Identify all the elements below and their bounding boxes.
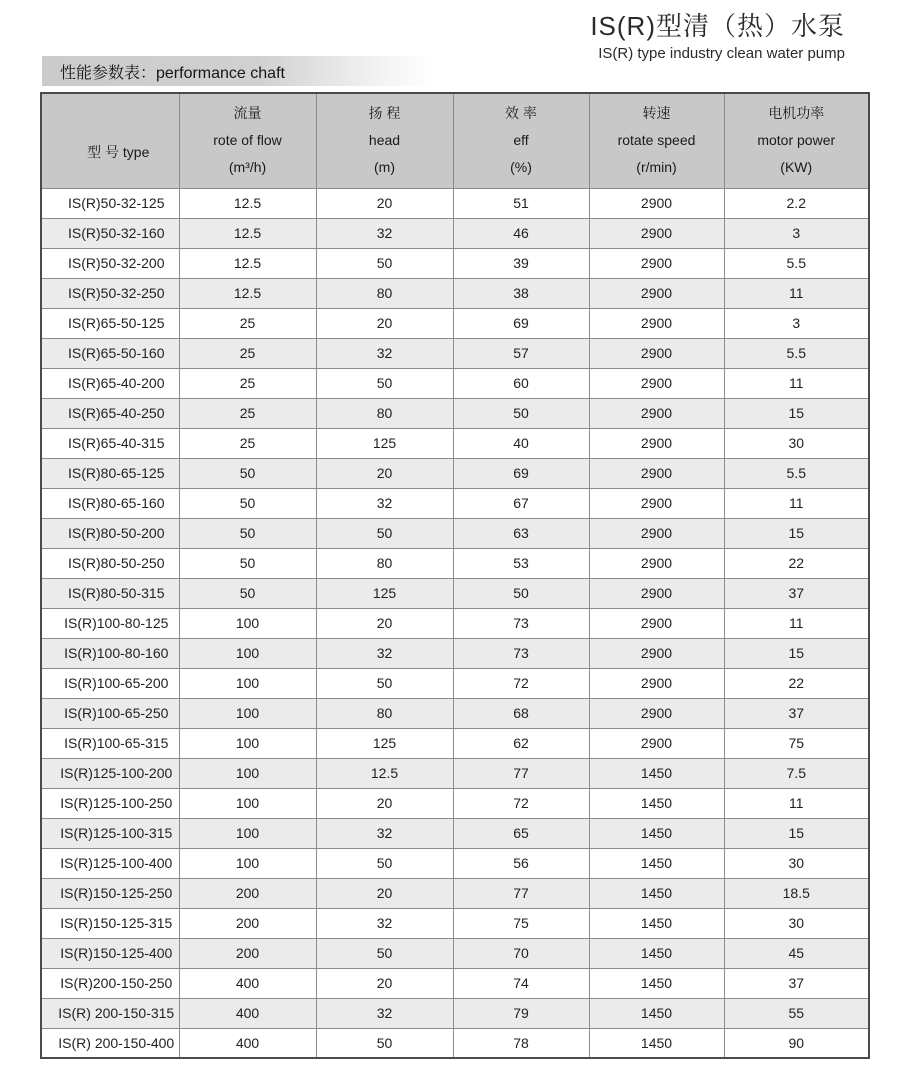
cell-power: 11 (724, 488, 869, 518)
cell-model: IS(R)50-32-125 (41, 188, 179, 218)
cell-power: 37 (724, 698, 869, 728)
column-header-eff-unit: (%) (510, 159, 532, 176)
cell-eff: 77 (453, 758, 589, 788)
table-row (41, 338, 869, 368)
cell-speed: 2900 (589, 728, 724, 758)
table-row (41, 548, 869, 578)
cell-eff: 70 (453, 938, 589, 968)
cell-flow: 100 (179, 608, 316, 638)
table-row (41, 278, 869, 308)
cell-flow: 25 (179, 428, 316, 458)
cell-head: 32 (316, 908, 453, 938)
cell-flow: 100 (179, 788, 316, 818)
cell-power: 11 (724, 368, 869, 398)
cell-model: IS(R)125-100-315 (41, 818, 179, 848)
cell-model: IS(R)100-65-200 (41, 668, 179, 698)
table-row (41, 608, 869, 638)
cell-flow: 12.5 (179, 188, 316, 218)
column-header-flow-unit: (m³/h) (228, 159, 267, 176)
cell-head: 50 (316, 368, 453, 398)
cell-eff: 69 (453, 308, 589, 338)
cell-flow: 400 (179, 998, 316, 1028)
cell-power: 30 (724, 848, 869, 878)
cell-eff: 53 (453, 548, 589, 578)
cell-head: 20 (316, 968, 453, 998)
column-header-head-zh: 扬 程 (368, 105, 401, 122)
cell-power: 55 (724, 998, 869, 1028)
cell-model: IS(R)100-65-315 (41, 728, 179, 758)
cell-head: 20 (316, 788, 453, 818)
cell-flow: 200 (179, 878, 316, 908)
table-body (41, 188, 869, 1058)
cell-eff: 78 (453, 1028, 589, 1058)
cell-head: 32 (316, 338, 453, 368)
cell-flow: 100 (179, 698, 316, 728)
cell-model: IS(R)80-65-160 (41, 488, 179, 518)
cell-model: IS(R)50-32-160 (41, 218, 179, 248)
cell-speed: 1450 (589, 848, 724, 878)
cell-power: 15 (724, 818, 869, 848)
cell-flow: 12.5 (179, 248, 316, 278)
column-header-head (316, 93, 453, 188)
cell-flow: 25 (179, 338, 316, 368)
table-row (41, 698, 869, 728)
cell-speed: 2900 (589, 278, 724, 308)
cell-speed: 1450 (589, 758, 724, 788)
column-header-power (724, 93, 869, 188)
cell-flow: 50 (179, 578, 316, 608)
cell-power: 22 (724, 668, 869, 698)
cell-eff: 68 (453, 698, 589, 728)
cell-flow: 25 (179, 368, 316, 398)
cell-head: 50 (316, 668, 453, 698)
cell-head: 125 (316, 578, 453, 608)
cell-model: IS(R)65-40-200 (41, 368, 179, 398)
cell-head: 50 (316, 248, 453, 278)
cell-eff: 69 (453, 458, 589, 488)
cell-flow: 25 (179, 398, 316, 428)
cell-flow: 100 (179, 758, 316, 788)
cell-speed: 2900 (589, 428, 724, 458)
page-subtitle: IS(R) type industry clean water pump (598, 45, 845, 62)
cell-power: 30 (724, 908, 869, 938)
cell-eff: 67 (453, 488, 589, 518)
cell-model: IS(R)125-100-250 (41, 788, 179, 818)
cell-speed: 1450 (589, 818, 724, 848)
cell-power: 5.5 (724, 248, 869, 278)
cell-speed: 2900 (589, 668, 724, 698)
cell-eff: 40 (453, 428, 589, 458)
cell-head: 32 (316, 218, 453, 248)
cell-flow: 50 (179, 488, 316, 518)
column-header-speed-unit: (r/min) (636, 159, 677, 176)
cell-flow: 100 (179, 728, 316, 758)
cell-model: IS(R)65-40-315 (41, 428, 179, 458)
cell-speed: 1450 (589, 998, 724, 1028)
header-row (41, 93, 869, 188)
cell-speed: 2900 (589, 398, 724, 428)
column-header-flow (179, 93, 316, 188)
cell-eff: 65 (453, 818, 589, 848)
table-row (41, 428, 869, 458)
cell-speed: 2900 (589, 458, 724, 488)
table-row (41, 368, 869, 398)
section-bar (42, 56, 434, 86)
column-header-eff (453, 93, 589, 188)
page-header (590, 6, 845, 62)
cell-flow: 400 (179, 1028, 316, 1058)
cell-head: 12.5 (316, 758, 453, 788)
cell-flow: 50 (179, 518, 316, 548)
cell-model: IS(R)65-50-160 (41, 338, 179, 368)
cell-flow: 50 (179, 458, 316, 488)
table-row (41, 578, 869, 608)
cell-power: 37 (724, 968, 869, 998)
column-header-head-en: head (368, 132, 401, 149)
cell-head: 125 (316, 428, 453, 458)
cell-speed: 2900 (589, 488, 724, 518)
cell-eff: 72 (453, 668, 589, 698)
cell-head: 50 (316, 1028, 453, 1058)
cell-speed: 2900 (589, 368, 724, 398)
cell-power: 90 (724, 1028, 869, 1058)
cell-model: IS(R)125-100-200 (41, 758, 179, 788)
cell-eff: 60 (453, 368, 589, 398)
cell-model: IS(R)100-65-250 (41, 698, 179, 728)
cell-power: 15 (724, 518, 869, 548)
cell-eff: 51 (453, 188, 589, 218)
table-row (41, 638, 869, 668)
cell-speed: 1450 (589, 938, 724, 968)
column-header-power-zh: 电机功率 (768, 105, 825, 122)
column-header-speed (589, 93, 724, 188)
table-row (41, 818, 869, 848)
table-row (41, 908, 869, 938)
cell-head: 32 (316, 818, 453, 848)
cell-head: 80 (316, 398, 453, 428)
cell-model: IS(R)150-125-315 (41, 908, 179, 938)
cell-speed: 2900 (589, 248, 724, 278)
cell-head: 20 (316, 188, 453, 218)
cell-flow: 100 (179, 848, 316, 878)
cell-power: 5.5 (724, 338, 869, 368)
cell-head: 50 (316, 518, 453, 548)
column-header-type (41, 93, 179, 188)
cell-model: IS(R)80-50-200 (41, 518, 179, 548)
cell-flow: 400 (179, 968, 316, 998)
table-row (41, 458, 869, 488)
column-header-type-label: 型 号 type (87, 144, 150, 161)
cell-eff: 46 (453, 218, 589, 248)
cell-eff: 73 (453, 638, 589, 668)
table-row (41, 398, 869, 428)
cell-power: 15 (724, 398, 869, 428)
cell-model: IS(R)125-100-400 (41, 848, 179, 878)
cell-eff: 50 (453, 398, 589, 428)
cell-head: 80 (316, 698, 453, 728)
cell-speed: 2900 (589, 518, 724, 548)
cell-power: 22 (724, 548, 869, 578)
cell-head: 32 (316, 638, 453, 668)
cell-model: IS(R)65-50-125 (41, 308, 179, 338)
cell-model: IS(R)150-125-400 (41, 938, 179, 968)
cell-speed: 1450 (589, 878, 724, 908)
performance-table (40, 92, 870, 1059)
page-title: IS(R)型清（热）水泵 (590, 11, 845, 41)
cell-power: 75 (724, 728, 869, 758)
column-header-flow-en: rote of flow (213, 132, 282, 149)
cell-eff: 50 (453, 578, 589, 608)
column-header-power-en: motor power (757, 132, 836, 149)
column-header-flow-zh: 流量 (233, 105, 262, 122)
cell-eff: 57 (453, 338, 589, 368)
cell-eff: 38 (453, 278, 589, 308)
cell-head: 20 (316, 458, 453, 488)
cell-flow: 200 (179, 908, 316, 938)
cell-eff: 75 (453, 908, 589, 938)
cell-power: 5.5 (724, 458, 869, 488)
cell-head: 32 (316, 488, 453, 518)
cell-flow: 12.5 (179, 278, 316, 308)
cell-flow: 12.5 (179, 218, 316, 248)
cell-speed: 2900 (589, 338, 724, 368)
cell-flow: 25 (179, 308, 316, 338)
cell-power: 11 (724, 788, 869, 818)
table-row (41, 848, 869, 878)
table-row (41, 758, 869, 788)
cell-head: 20 (316, 878, 453, 908)
cell-power: 15 (724, 638, 869, 668)
cell-model: IS(R)50-32-250 (41, 278, 179, 308)
cell-speed: 2900 (589, 218, 724, 248)
table-row (41, 938, 869, 968)
cell-eff: 77 (453, 878, 589, 908)
cell-eff: 39 (453, 248, 589, 278)
cell-model: IS(R)100-80-160 (41, 638, 179, 668)
table-row (41, 188, 869, 218)
cell-power: 37 (724, 578, 869, 608)
column-header-head-unit: (m) (374, 159, 395, 176)
table-row (41, 968, 869, 998)
cell-eff: 72 (453, 788, 589, 818)
table-row (41, 998, 869, 1028)
cell-head: 50 (316, 848, 453, 878)
table-row (41, 668, 869, 698)
table-row (41, 728, 869, 758)
column-header-eff-en: eff (513, 132, 529, 149)
cell-flow: 100 (179, 668, 316, 698)
cell-model: IS(R)80-50-315 (41, 578, 179, 608)
table-header (41, 93, 869, 188)
cell-model: IS(R)80-65-125 (41, 458, 179, 488)
cell-eff: 74 (453, 968, 589, 998)
cell-speed: 2900 (589, 578, 724, 608)
cell-speed: 2900 (589, 608, 724, 638)
cell-speed: 2900 (589, 308, 724, 338)
table-row (41, 518, 869, 548)
cell-model: IS(R) 200-150-400 (41, 1028, 179, 1058)
table-row (41, 218, 869, 248)
table-row (41, 308, 869, 338)
cell-model: IS(R)200-150-250 (41, 968, 179, 998)
cell-head: 80 (316, 278, 453, 308)
cell-power: 3 (724, 308, 869, 338)
cell-speed: 1450 (589, 968, 724, 998)
table-row (41, 488, 869, 518)
cell-power: 7.5 (724, 758, 869, 788)
cell-head: 20 (316, 308, 453, 338)
cell-model: IS(R) 200-150-315 (41, 998, 179, 1028)
cell-model: IS(R)100-80-125 (41, 608, 179, 638)
cell-power: 18.5 (724, 878, 869, 908)
cell-flow: 100 (179, 818, 316, 848)
table-row (41, 248, 869, 278)
table-row (41, 1028, 869, 1058)
cell-flow: 50 (179, 548, 316, 578)
cell-head: 125 (316, 728, 453, 758)
column-header-speed-en: rotate speed (617, 132, 696, 149)
column-header-power-unit: (KW) (780, 159, 813, 176)
cell-speed: 2900 (589, 548, 724, 578)
cell-model: IS(R)80-50-250 (41, 548, 179, 578)
cell-head: 20 (316, 608, 453, 638)
cell-power: 11 (724, 278, 869, 308)
cell-eff: 79 (453, 998, 589, 1028)
table-row (41, 878, 869, 908)
cell-speed: 2900 (589, 188, 724, 218)
column-header-eff-zh: 效 率 (505, 105, 537, 122)
cell-power: 3 (724, 218, 869, 248)
cell-speed: 1450 (589, 788, 724, 818)
section-label: 性能参数表：performance chaft (60, 64, 285, 82)
cell-model: IS(R)150-125-250 (41, 878, 179, 908)
cell-speed: 1450 (589, 908, 724, 938)
cell-power: 45 (724, 938, 869, 968)
cell-model: IS(R)65-40-250 (41, 398, 179, 428)
cell-speed: 2900 (589, 638, 724, 668)
cell-flow: 100 (179, 638, 316, 668)
cell-speed: 1450 (589, 1028, 724, 1058)
cell-head: 80 (316, 548, 453, 578)
cell-eff: 73 (453, 608, 589, 638)
cell-head: 32 (316, 998, 453, 1028)
cell-power: 11 (724, 608, 869, 638)
cell-speed: 2900 (589, 698, 724, 728)
table-row (41, 788, 869, 818)
cell-eff: 63 (453, 518, 589, 548)
cell-eff: 62 (453, 728, 589, 758)
column-header-speed-zh: 转速 (642, 105, 671, 122)
cell-power: 30 (724, 428, 869, 458)
cell-eff: 56 (453, 848, 589, 878)
cell-model: IS(R)50-32-200 (41, 248, 179, 278)
cell-flow: 200 (179, 938, 316, 968)
cell-head: 50 (316, 938, 453, 968)
cell-power: 2.2 (724, 188, 869, 218)
